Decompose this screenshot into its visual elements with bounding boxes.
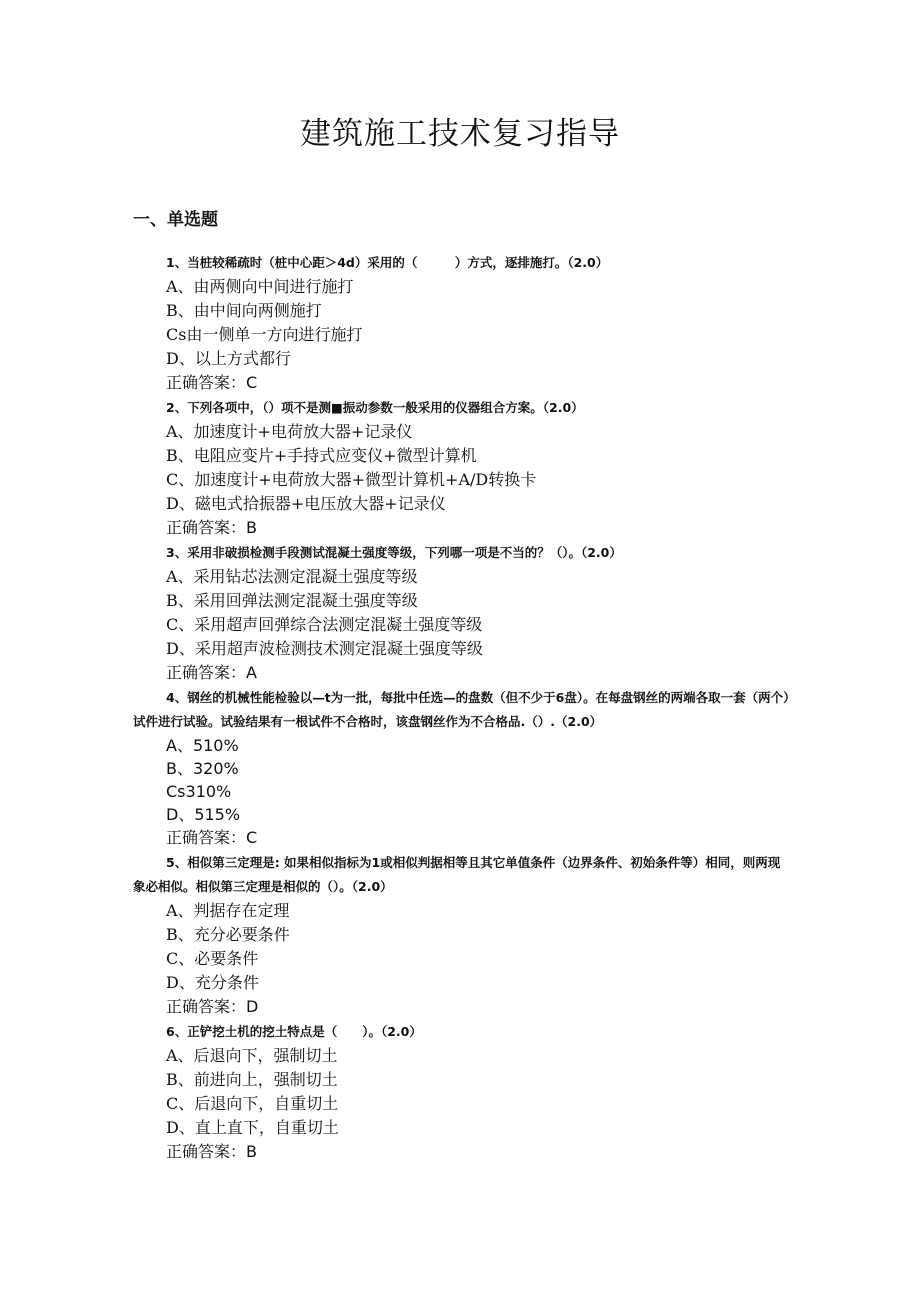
answer-line <box>0 995 920 1019</box>
question-stem: 2、下列各项中，（）项不是测■振动参数一般采用的仪器组合方案。（2.0） <box>166 400 584 415</box>
answer-line <box>0 661 920 685</box>
question-2 <box>0 396 920 540</box>
question-stem: 6、正铲挖土机的挖土特点是（ ）。（2.0） <box>166 1024 422 1039</box>
question-stem: 5、相似第三定理是: 如果相似指标为1或相似判据相等且其它单值条件（边界条件、初始条件等）相同，则两现象必相似。相似第三定理是相似的（）。（2.0） <box>133 855 781 894</box>
option-b: B、电阻应变片+手持式应变仪+微型计算机 <box>166 446 477 465</box>
option-d: D、以上方式都行 <box>166 349 291 368</box>
option-c: Cs310% <box>166 782 232 801</box>
question-4 <box>0 686 920 850</box>
question-stem: 1、当桩较稀疏时（桩中心距＞4d）采用的（ ）方式，逐排施打。（2.0） <box>166 255 609 270</box>
option-a: A、判据存在定理 <box>166 901 290 920</box>
option-c: C、必要条件 <box>166 949 259 968</box>
answer-label: 正确答案： <box>166 1142 247 1161</box>
answer-value: C <box>246 373 258 392</box>
question-3 <box>0 541 920 685</box>
option-d: D、磁电式拾振器+电压放大器+记录仪 <box>166 494 446 513</box>
option-d: D、直上直下，自重切土 <box>166 1118 339 1137</box>
option-b: B、320% <box>166 759 239 778</box>
option-a: A、加速度计+电荷放大器+记录仪 <box>166 422 413 441</box>
option-c: C、后退向下，自重切土 <box>166 1094 339 1113</box>
answer-label: 正确答案： <box>166 373 247 392</box>
option-b: B、由中间向两侧施打 <box>166 301 322 320</box>
question-6 <box>0 1020 920 1164</box>
option-c: C、采用超声回弹综合法测定混凝土强度等级 <box>166 615 483 634</box>
answer-label: 正确答案： <box>166 663 247 682</box>
option-c: Cs由一侧单一方向进行施打 <box>166 325 363 344</box>
option-c: C、加速度计+电荷放大器+微型计算机+A/D转换卡 <box>166 470 537 489</box>
option-a: A、由两侧向中间进行施打 <box>166 277 354 296</box>
answer-value: B <box>246 518 257 537</box>
option-a: A、后退向下，强制切土 <box>166 1046 338 1065</box>
option-a: A、采用钻芯法测定混凝土强度等级 <box>166 567 418 586</box>
answer-label: 正确答案： <box>166 828 247 847</box>
question-list <box>0 250 920 1164</box>
answer-value: B <box>246 1142 257 1161</box>
option-a: A、510% <box>166 736 239 755</box>
option-b: B、充分必要条件 <box>166 925 290 944</box>
answer-value: A <box>246 663 257 682</box>
question-1 <box>0 251 920 395</box>
document-title: 建筑施工技术复习指导 <box>300 116 620 152</box>
answer-value: C <box>246 828 258 847</box>
option-d: D、515% <box>166 805 241 824</box>
answer-line <box>0 1140 920 1164</box>
question-stem: 4、钢丝的机械性能检验以—t为一批，每批中任选—的盘数（但不少于6盘）。在每盘钢丝的两端各取一套（两个）试件进行试验。试验结果有一根试件不合格时，该盘钢丝作为不合格品.（）.（2.0） <box>133 690 790 729</box>
option-d: D、充分条件 <box>166 973 259 992</box>
answer-line <box>0 516 920 540</box>
option-b: B、前进向上，强制切土 <box>166 1070 338 1089</box>
option-d: D、采用超声波检测技术测定混凝土强度等级 <box>166 639 483 658</box>
answer-label: 正确答案： <box>166 518 247 537</box>
option-b: B、采用回弹法测定混凝土强度等级 <box>166 591 418 610</box>
answer-value: D <box>246 997 259 1016</box>
question-stem: 3、采用非破损检测手段测试混凝土强度等级，下列哪一项是不当的？（）。（2.0） <box>166 545 622 560</box>
question-5 <box>0 851 920 1019</box>
section-heading: 一、单选题 <box>133 210 218 230</box>
answer-line <box>0 826 920 850</box>
answer-label: 正确答案： <box>166 997 247 1016</box>
answer-line <box>0 371 920 395</box>
